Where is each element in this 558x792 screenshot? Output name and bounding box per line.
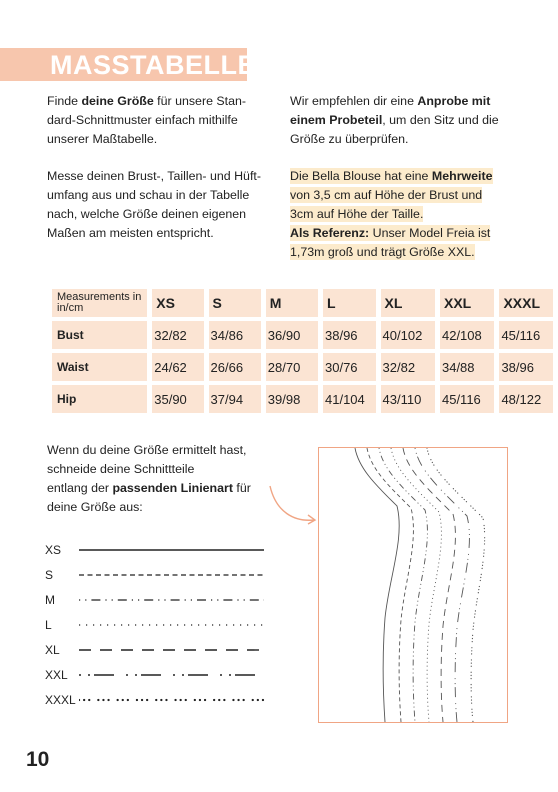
- legend-label: XXXL: [45, 693, 76, 707]
- intro-left: Finde deine Größe für unsere Stan- dard-Schnittmuster einfach mithilfe unserer Maßtabelle. Messe deinen Brust-, Taillen- und Hüft- umfang aus und schau in der Tabelle nach, welche Größe deinen eigenen Maßen am meisten entspricht.: [47, 94, 261, 240]
- line-style-dot-dash-long: [79, 667, 269, 683]
- table-cell: 34/88: [440, 353, 494, 381]
- table-cell: 45/116: [499, 321, 553, 349]
- size-header: XXXL: [499, 289, 553, 317]
- page-number: 10: [26, 748, 50, 771]
- row-label: Hip: [52, 385, 147, 413]
- table-cell: 39/98: [266, 385, 318, 413]
- size-header: XS: [152, 289, 203, 317]
- pattern-lines-drawing: [319, 448, 507, 722]
- legend-label: XS: [45, 543, 62, 557]
- table-cell: 28/70: [266, 353, 318, 381]
- row-label: Bust: [52, 321, 147, 349]
- table-header-row: [52, 289, 553, 317]
- table-cell: 43/110: [381, 385, 435, 413]
- line-style-solid: [79, 542, 269, 558]
- table-cell: 48/122: [499, 385, 553, 413]
- table-cell: 26/66: [209, 353, 261, 381]
- size-header: S: [209, 289, 261, 317]
- size-header: XL: [381, 289, 435, 317]
- pattern-illustration: [318, 447, 508, 723]
- line-style-dotted: [79, 617, 269, 633]
- legend-label: M: [45, 593, 55, 607]
- table-row: [52, 385, 553, 413]
- legend-label: S: [45, 568, 54, 582]
- table-cell: 38/96: [499, 353, 553, 381]
- table-row: [52, 321, 553, 349]
- size-table: [47, 285, 558, 417]
- table-cell: 40/102: [381, 321, 435, 349]
- table-cell: 35/90: [152, 385, 203, 413]
- table-cell: 32/82: [152, 321, 203, 349]
- table-cell: 37/94: [209, 385, 261, 413]
- table-row: [52, 353, 553, 381]
- table-cell: 34/86: [209, 321, 261, 349]
- legend-label: L: [45, 618, 52, 632]
- page-title: MASSTABELLE: [50, 50, 256, 80]
- row-label: Waist: [52, 353, 147, 381]
- table-cell: 24/62: [152, 353, 203, 381]
- legend-label: XXL: [45, 668, 68, 682]
- table-cell: 42/108: [440, 321, 494, 349]
- pointer-arrow-icon: [268, 482, 320, 528]
- line-style-dashed: [79, 567, 269, 583]
- line-style-bold-dots: [79, 692, 269, 708]
- table-header-label: Measurements in in/cm: [52, 289, 147, 317]
- lines-intro: Wenn du deine Größe ermittelt hast, schneide deine Schnittteile entlang der passenden Linienart für deine Größe aus:: [47, 443, 251, 514]
- table-cell: 45/116: [440, 385, 494, 413]
- table-cell: 38/96: [323, 321, 376, 349]
- size-header: M: [266, 289, 318, 317]
- size-header: XXL: [440, 289, 494, 317]
- table-cell: 32/82: [381, 353, 435, 381]
- legend-label: XL: [45, 643, 60, 657]
- table-cell: 36/90: [266, 321, 318, 349]
- table-cell: 41/104: [323, 385, 376, 413]
- table-cell: 30/76: [323, 353, 376, 381]
- line-style-long-dash: [79, 642, 269, 658]
- line-style-dash-dot: [79, 592, 269, 608]
- intro-right: Wir empfehlen dir eine Anprobe mit einem Probeteil, um den Sitz und die Größe zu überprüfen. Die Bella Blouse hat eine Mehrweite von 3,5 cm auf Höhe der Brust und 3cm auf Höhe der Taille. Als Referenz: Unser Model Freia ist 1,73m groß und trägt Größe XXL.: [290, 94, 499, 259]
- size-header: L: [323, 289, 376, 317]
